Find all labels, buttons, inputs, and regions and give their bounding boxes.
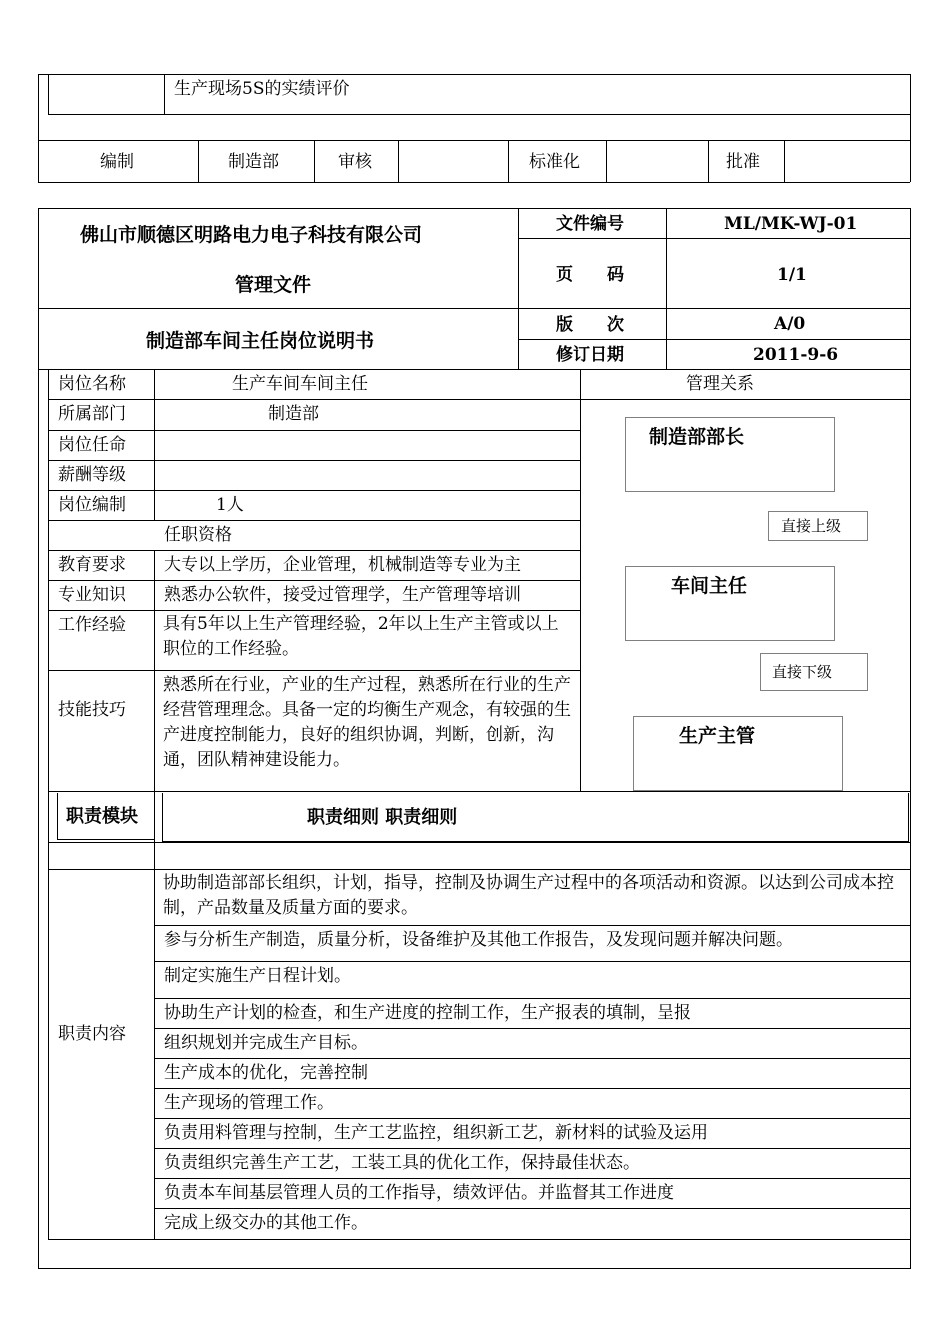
- version-label: 版 次: [556, 315, 624, 335]
- revision-date: 2011-9-6: [753, 345, 839, 365]
- duty-item-1: 协助制造部部长组织，计划，指导，控制及协调生产过程中的各项活动和资源。以达到公司成本控制，产品数量及质量方面的要求。: [163, 873, 894, 918]
- boss-box: [625, 417, 835, 492]
- self-title: 车间主任: [671, 575, 748, 597]
- standard-label: 标准化: [529, 152, 580, 172]
- education-label: 教育要求: [58, 555, 126, 575]
- detail-label: 职责细则 职责细则: [307, 807, 458, 828]
- version-value: A/0: [774, 314, 806, 334]
- knowledge-value: 熟悉办公软件，接受过管理学，生产管理等培训: [164, 585, 521, 605]
- headcount-label: 岗位编制: [58, 495, 126, 515]
- module-header-cell: [57, 793, 155, 840]
- direct-up-box: [768, 511, 868, 541]
- boss-title: 制造部部长: [649, 426, 745, 448]
- page-label: 页 码: [556, 265, 624, 285]
- review-label: 审核: [338, 152, 372, 172]
- duty-item-3: 制定实施生产日程计划。: [164, 966, 351, 986]
- duty-item-9: 负责组织完善生产工艺，工装工具的优化工作，保持最佳状态。: [164, 1153, 640, 1173]
- knowledge-label: 专业知识: [58, 585, 126, 605]
- org-header: 管理关系: [686, 374, 754, 394]
- duty-item-4: 协助生产计划的检查，和生产进度的控制工作，生产报表的填制，呈报: [164, 1003, 691, 1023]
- compile-value: 制造部: [228, 152, 279, 172]
- content-label: 职责内容: [58, 1024, 126, 1044]
- duty-item-6: 生产成本的优化，完善控制: [164, 1063, 368, 1083]
- dept-value: 制造部: [268, 404, 319, 424]
- duty-item-2: 参与分析生产制造，质量分析，设备维护及其他工作报告，及发现问题并解决问题。: [164, 930, 793, 950]
- self-box: [625, 566, 835, 641]
- direct-down-label: 直接下级: [772, 663, 833, 681]
- experience-value: 具有5年以上生产管理经验，2年以上生产主管或以上职位的工作经验。: [163, 614, 559, 659]
- education-value: 大专以上学历，企业管理，机械制造等专业为主: [164, 555, 521, 575]
- duty-item-10: 负责本车间基层管理人员的工作指导，绩效评估。并监督其工作进度: [164, 1183, 674, 1203]
- direct-down-box: [760, 653, 868, 691]
- direct-up-label: 直接上级: [781, 517, 842, 535]
- doc-title: 制造部车间主任岗位说明书: [146, 330, 375, 352]
- doc-type: 管理文件: [235, 274, 312, 296]
- approve-label: 批准: [726, 152, 760, 172]
- module-label: 职责模块: [66, 806, 138, 827]
- headcount-value: 1人: [216, 495, 244, 515]
- duty-item-8: 负责用料管理与控制，生产工艺监控，组织新工艺，新材料的试验及运用: [164, 1123, 708, 1143]
- dept-label: 所属部门: [58, 404, 126, 424]
- qualification-header: 任职资格: [164, 525, 232, 545]
- duty-item-7: 生产现场的管理工作。: [164, 1093, 334, 1113]
- revision-label: 修订日期: [556, 345, 624, 365]
- evaluation-text: 生产现场5S的实绩评价: [174, 79, 350, 99]
- appoint-label: 岗位任命: [58, 435, 126, 455]
- experience-label: 工作经验: [58, 615, 126, 635]
- skill-value: 熟悉所在行业，产业的生产过程，熟悉所在行业的生产经营管理理念。具备一定的均衡生产观念，有较强的生产进度控制能力，良好的组织协调，判断，创新，沟通，团队精神建设能力。: [163, 675, 571, 770]
- sub-title: 生产主管: [679, 725, 756, 747]
- sub-box: [633, 716, 843, 791]
- file-no: ML/MK-WJ-01: [724, 214, 858, 234]
- page-number: 1/1: [777, 265, 807, 285]
- compile-label: 编制: [100, 152, 134, 172]
- file-no-label: 文件编号: [556, 214, 624, 234]
- salary-label: 薪酬等级: [58, 465, 126, 485]
- company-name: 佛山市顺德区明路电力电子科技有限公司: [80, 224, 423, 246]
- position-name-value: 生产车间车间主任: [232, 374, 368, 394]
- position-name-label: 岗位名称: [58, 374, 126, 394]
- duty-item-5: 组织规划并完成生产目标。: [164, 1033, 368, 1053]
- duty-item-11: 完成上级交办的其他工作。: [164, 1213, 368, 1233]
- detail-header-cell: [162, 793, 909, 842]
- skill-label: 技能技巧: [58, 700, 126, 720]
